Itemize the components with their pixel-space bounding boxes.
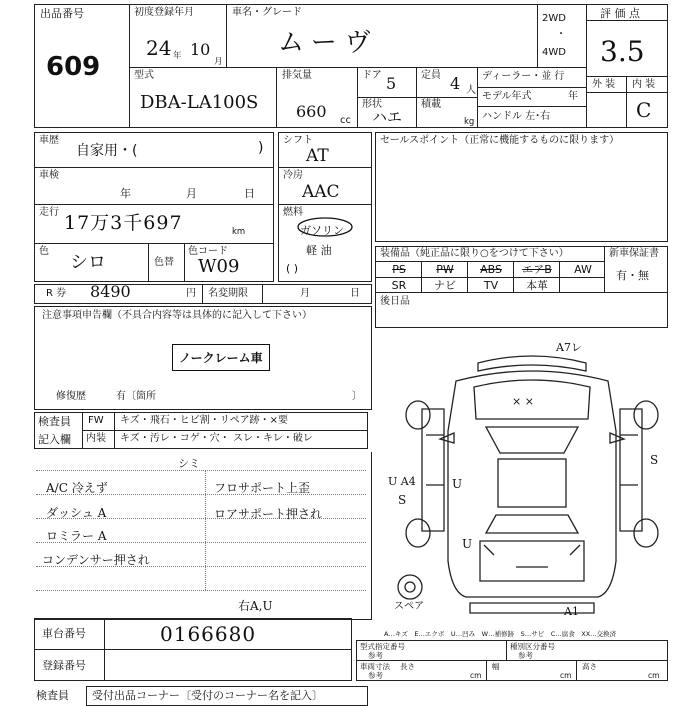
displacement-label: 排気量 [282,70,312,81]
model-value: DBA-LA100S [140,92,259,113]
recycle-unit: 円 [186,288,196,299]
class-ref: 参考 [518,651,533,660]
shape-label: 形状 [362,99,382,110]
color-value: シロ [70,252,106,273]
after-parts-box [375,292,668,328]
inspection-month: 月 [186,187,197,200]
mileage-unit: km [232,227,246,237]
car-name-label: 車名・グレード [232,7,302,18]
doors-label: ドア [362,70,382,81]
equip-tv: TV [483,279,499,292]
name-change-label: 名変期限 [208,288,248,299]
spare-label: スペア [394,601,424,612]
no-claim-stamp: ノークレーム車 [172,344,270,371]
drive-2wd: 2WD [542,13,566,24]
chassis-value: 0166680 [160,622,257,646]
color-code-label: 色コード [188,246,228,257]
diagram-mark-rear: A1 [564,605,579,618]
fuel-gasoline: ガソリン [300,224,344,237]
dealer-label: ディーラー・並 行 [482,71,565,82]
lot-number: 609 [46,52,101,82]
mileage-value: 17万3千697 [64,212,183,234]
mileage-label: 走行 [39,207,59,218]
name-change-month: 月 [300,288,310,299]
inspection-year: 年 [120,187,131,200]
recycle-value: 8490 [90,282,131,301]
diagram-mark-left-ua: U A4 [388,475,416,488]
fuel-paren: ( ) [286,262,299,275]
capacity-label: 定員 [421,70,441,81]
equip-ps: PS [392,263,406,276]
equip-navi: ナビ [434,279,456,292]
remark-top: シミ [178,457,200,470]
load-label: 積載 [421,99,441,110]
remark-right-2: ロアサポート押され [214,507,323,521]
inspector-label-2: 記入欄 [38,433,71,446]
color-code-value: W09 [198,256,240,277]
load-unit: kg [464,117,475,127]
damage-legend: A…キズ E…エクボ U…凹み W…補修跡 S…サビ C…腐食 XX…交換済 [384,630,617,638]
remark-bottom: 右A,U [238,599,273,613]
equip-sr: SR [391,279,407,292]
shift-value: AT [306,146,329,166]
drive-sep: ・ [556,29,566,40]
inspector-label-1: 検査員 [38,415,71,428]
fuel-circle-mark [296,216,354,238]
handle-label: ハンドル 左･右 [482,111,551,122]
inspector-int-items: キズ・汚レ・コゲ・穴・ スレ・キレ・破レ [120,433,313,444]
notes-label: 注意事項申告欄（不具合内容等は具体的に記入して下さい） [42,310,312,321]
history-close: ) [258,140,264,156]
diagram-mark-front: A7レ [556,341,582,354]
diagram-mark-xx: × × [512,395,534,408]
length-cm: cm [470,671,482,680]
model-year-label: モデル年式 [482,91,532,102]
lot-label: 出品番号 [40,7,84,20]
color-label: 色 [39,246,49,257]
history-label: 車歴 [39,135,59,146]
sales-point-label: セールスポイント（正常に機能するものに限ります） [380,135,620,146]
width-label: 幅 [492,662,500,671]
repair-label: 修復歴 [56,391,86,402]
warranty-label: 新車保証書 [609,248,659,259]
reg-month-value: 10 [190,40,211,59]
car-diagram [382,335,672,625]
footer-box [86,686,368,706]
inspector-fw: FW [88,415,104,426]
displacement-value: 660 [296,102,327,121]
inspector-fw-items: キズ・飛石・ヒビ割・リペア跡・×要 [120,415,288,426]
car-name-value: ムーヴ [278,28,379,58]
remark-left-1: A/C 冷えず [46,481,108,495]
footer-text: 受付出品コーナー〔受付のコーナー名を記入〕 [92,689,323,702]
grade-int-label: 内 装 [632,79,656,90]
capacity-unit: 人 [466,85,476,96]
warranty-value: 有・無 [616,269,649,282]
reg-month-unit: 月 [214,57,223,67]
model-year-unit: 年 [568,91,578,102]
inspection-day: 日 [244,187,255,200]
remark-right-1: フロサポート上歪 [214,481,311,495]
fuel-label: 燃料 [283,207,303,218]
grade-label: 評 価 点 [600,7,640,20]
diagram-mark-left-s: S [398,493,407,507]
equip-abs: ABS [480,263,502,276]
model-designation-ref: 参考 [368,651,383,660]
drive-4wd: 4WD [542,47,566,58]
inspector-int: 内装 [86,433,106,444]
history-value: 自家用・( [76,143,138,159]
shift-label: シフト [283,135,313,146]
name-change-day: 日 [350,288,360,299]
chassis-label: 車台番号 [42,627,86,640]
remark-left-3: ロミラー A [46,529,107,543]
registration-label: 登録番号 [42,659,86,672]
repair-value: 有〔箇所 [116,391,156,402]
grade-score: 3.5 [600,35,645,68]
model-designation-label: 型式指定番号 [360,642,405,651]
diagram-mark-u2: U [462,537,473,551]
grade-ext-label: 外 装 [592,79,616,90]
class-label: 種別区分番号 [510,642,555,651]
displacement-unit: cc [340,115,351,126]
fuel-diesel: 軽 油 [306,244,332,257]
ac-value: AAC [302,182,340,202]
capacity-value: 4 [450,74,461,93]
size-ref: 参考 [368,671,383,680]
recycle-label: R 券 [46,288,67,299]
recycle-box [34,284,372,304]
equip-aw: AW [574,263,592,276]
length-label: 長さ [400,662,415,671]
diagram-mark-u1: U [452,477,463,491]
sales-point-box [375,132,668,242]
reg-year-value: 24 [146,36,172,60]
equip-leather: 本革 [526,279,548,292]
size-label: 車両寸法 [360,662,390,671]
ac-label: 冷房 [283,170,303,181]
remark-left-2: ダッシュ A [46,506,107,520]
repair-close: 〕 [352,391,362,402]
reg-year-label: 初度登録年月 [134,7,194,18]
width-cm: cm [560,671,572,680]
reg-year-unit: 年 [173,51,182,61]
inspection-label: 車検 [39,170,59,181]
equip-pw: PW [436,263,454,276]
diagram-mark-right: S [650,453,659,467]
grade-int-value: C [636,98,652,122]
height-label: 高さ [582,662,597,671]
shape-value: ハエ [372,108,403,126]
doors-value: 5 [386,74,397,93]
color-change-label: 色替 [154,257,174,268]
height-cm: cm [648,671,660,680]
footer-left: 検査員 [36,689,69,702]
equip-airbag: エアB [522,263,552,276]
model-label: 型式 [134,70,154,81]
equipment-label: 装備品（純正品に限り○をつけて下さい） [380,248,569,259]
after-parts-label: 後日品 [380,296,410,307]
remark-left-4: コンデンサー押され [42,553,150,567]
